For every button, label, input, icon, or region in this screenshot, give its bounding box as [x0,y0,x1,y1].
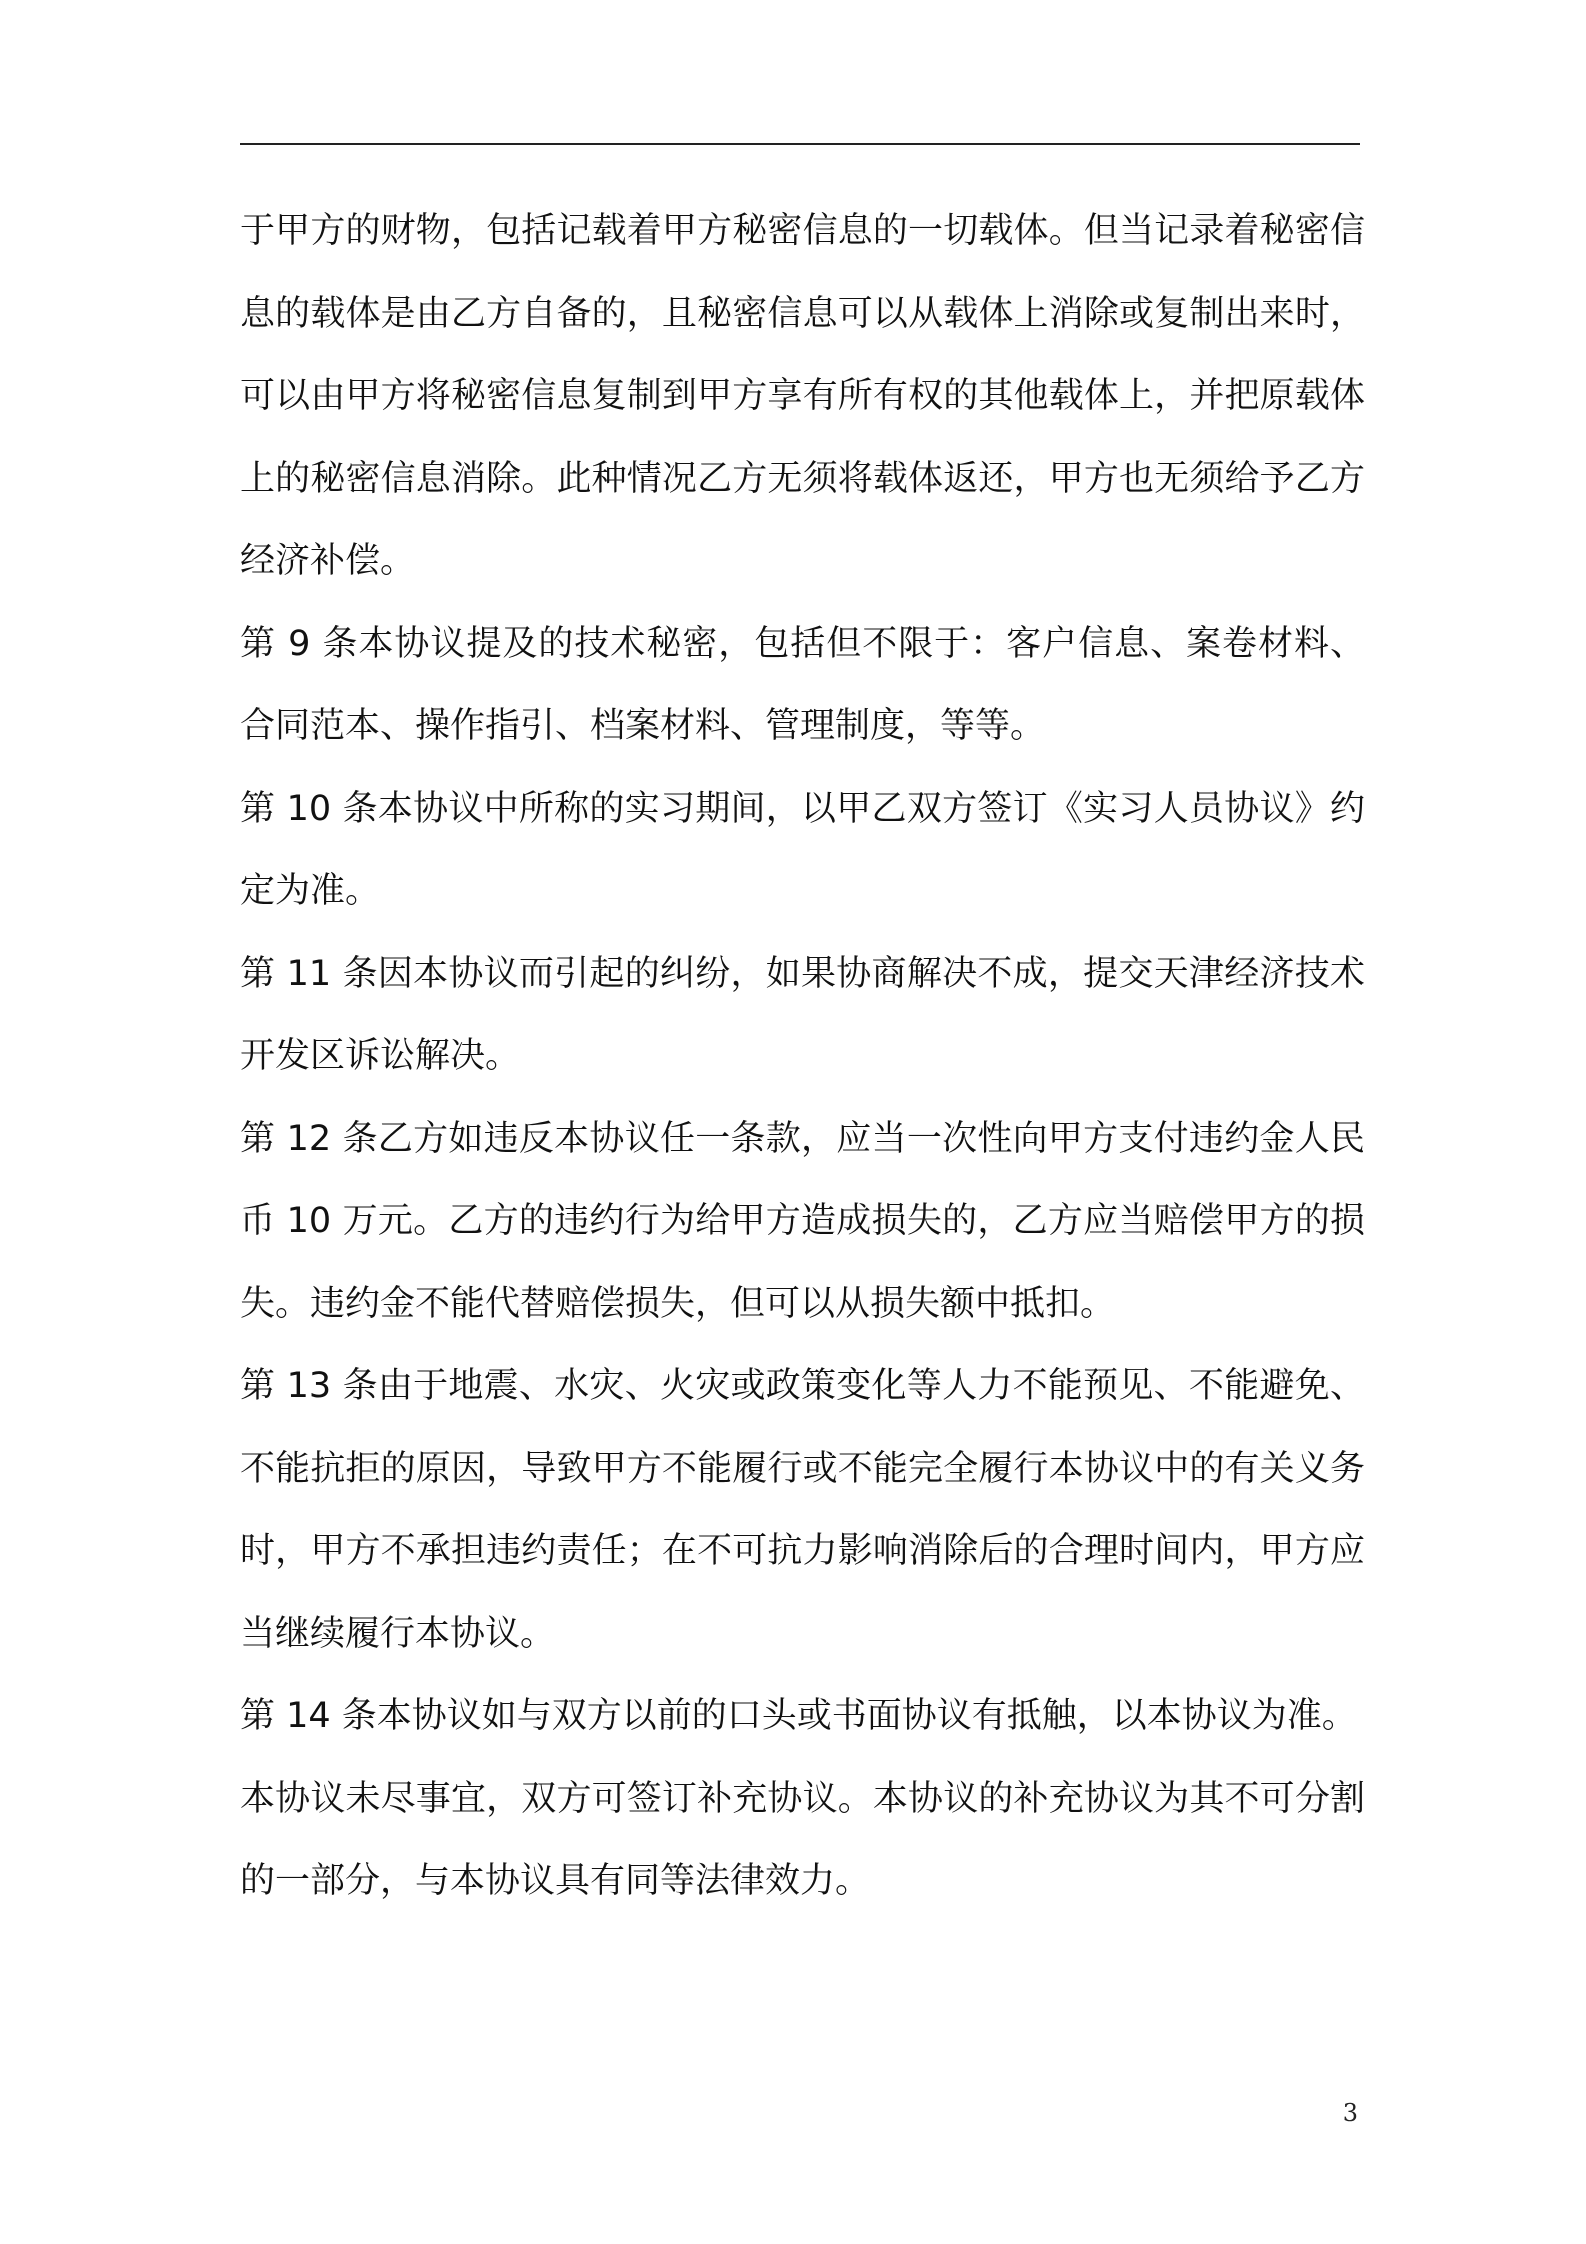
paragraph-article-14: 第 14 条本协议如与双方以前的口头或书面协议有抵触，以本协议为准。 [240,1696,1357,1736]
paragraph-article-10: 第 10 条本协议中所称的实习期间，以甲乙双方签订《实习人员协议》约定为准。 [240,788,1365,911]
page-number: 3 [1342,2099,1358,2127]
paragraph-article-13: 第 13 条由于地震、水灾、火灾或政策变化等人力不能预见、不能避免、不能抗拒的原因，导致甲方不能履行或不能完全履行本协议中的有关义务时，甲方不承担违约责任；在不可抗力影响消除后的合理时间内，甲方应当继续履行本协议。 [240,1366,1365,1654]
paragraph-article-9: 第 9 条本协议提及的技术秘密，包括但不限于：客户信息、案卷材料、合同范本、操作指引、档案材料、管理制度，等等。 [240,623,1365,746]
paragraph-continuation: 于甲方的财物，包括记载着甲方秘密信息的一切载体。但当记录着秘密信息的载体是由乙方自备的，且秘密信息可以从载体上消除或复制出来时，可以由甲方将秘密信息复制到甲方享有所有权的其他载体上，并把原载体上的秘密信息消除。此种情况乙方无须将载体返还，甲方也无须给予乙方经济补偿。 [240,211,1365,581]
paragraph-article-11: 第 11 条因本协议而引起的纠纷，如果协商解决不成，提交天津经济技术开发区诉讼解决。 [240,953,1365,1076]
header-rule [240,143,1360,145]
paragraph-article-12: 第 12 条乙方如违反本协议任一条款，应当一次性向甲方支付违约金人民币 10 万元。乙方的违约行为给甲方造成损失的，乙方应当赔偿甲方的损失。违约金不能代替赔偿损失，但可以从损失额中抵扣。 [240,1118,1365,1324]
document-body [240,190,1365,1923]
paragraph-closing: 本协议未尽事宜，双方可签订补充协议。本协议的补充协议为其不可分割的一部分，与本协议具有同等法律效力。 [240,1778,1365,1901]
